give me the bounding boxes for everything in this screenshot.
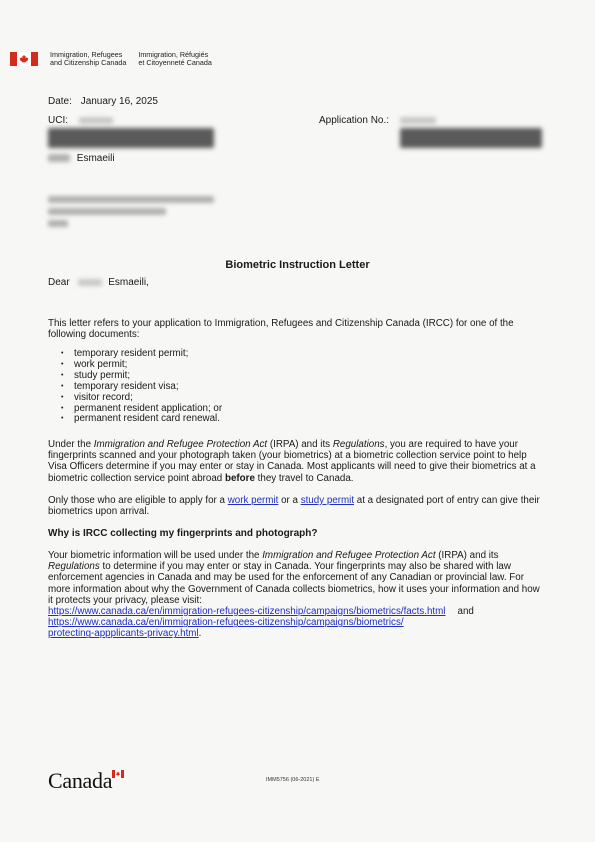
form-number: IMM5756 (06-2021) E [266, 777, 320, 783]
section-heading: Why is IRCC collecting my fingerprints and photograph? [48, 528, 318, 539]
applicant-surname: Esmaeili [76, 153, 115, 164]
list-item: • study permit; [58, 371, 222, 382]
wordmark-flag-icon [112, 770, 124, 778]
application-number-label: Application No.: [319, 115, 390, 126]
redacted-application-number [400, 117, 436, 124]
letter-title: Biometric Instruction Letter [225, 259, 370, 271]
list-item: • permanent resident card renewal. [58, 414, 222, 425]
department-header [10, 50, 212, 68]
eligibility-paragraph: Only those who are eligible to apply for a work permit or a study permit at a designated port of entry can give their biometrics upon arrival. [48, 495, 540, 518]
list-item: • visitor record; [58, 393, 222, 404]
canada-wordmark: Canada [48, 768, 112, 794]
application-number-line [319, 115, 436, 127]
department-name-en: Immigration, Refugees and Citizenship Canada [50, 49, 127, 67]
redacted-uci [79, 117, 113, 124]
applicant-name [48, 153, 115, 165]
redacted-given-name [48, 154, 70, 162]
date-label: Date: [48, 96, 72, 107]
document-list [58, 349, 222, 425]
work-permit-link[interactable]: work permit [227, 495, 279, 506]
biometric-info-paragraph: Your biometric information will be used under the Immigration and Refugee Protection Act (IRPA) and its Regulations to determine if you may enter or stay in Canada. Your fingerprints may also be shared with law enforcement agencies in Canada and may be used for the enforcement of any Canadian or provincial law. For more information about why the Government of Canada collects biometrics, how it uses your information and how it protects your privacy, please visit: https://www.canada.ca/en/immigration-refugees-citizenship/campaigns/biometrics/facts.html and https://www.canada.ca/en/immigration-refugees-citizenship/campaigns/biometrics/ protecting-appplicants-privacy.html. [48, 550, 540, 640]
uci-label: UCI: [48, 115, 68, 126]
salutation: Dear Esmaeili, [48, 277, 149, 288]
redacted-salutation-name [78, 279, 102, 286]
list-item: • temporary resident permit; [58, 349, 222, 360]
maple-leaf-icon [19, 54, 29, 64]
biometrics-facts-link[interactable]: https://www.canada.ca/en/immigration-refugees-citizenship/campaigns/biometrics/facts.html [48, 606, 446, 618]
list-item: • permanent resident application; or [58, 404, 222, 415]
canada-flag [10, 52, 38, 66]
date-line [48, 96, 158, 108]
irpa-paragraph: Under the Immigration and Refugee Protection Act (IRPA) and its Regulations, you are required to have your fingerprints scanned and your photograph taken (your biometrics) at a biometric collection service point to help Visa Officers determine if you may enter or stay in Canada. Most applicants will need to give their biometrics at a biometric collection service point abroad before they travel to Canada. [48, 439, 536, 484]
redacted-block-left [48, 128, 214, 148]
date-value: January 16, 2025 [80, 96, 158, 107]
redacted-block-right [400, 128, 542, 148]
privacy-link[interactable]: https://www.canada.ca/en/immigration-refugees-citizenship/campaigns/biometrics/ protecting-appplicants-privacy.html [48, 617, 404, 640]
list-item: • work permit; [58, 360, 222, 371]
department-name-fr: Immigration, Réfugiés et Citoyenneté Canada [138, 49, 212, 67]
uci-line [48, 115, 113, 127]
list-item: • temporary resident visa; [58, 382, 222, 393]
intro-paragraph: This letter refers to your application to Immigration, Refugees and Citizenship Canada (IRCC) for one of the following documents: [48, 318, 514, 341]
study-permit-link[interactable]: study permit [300, 495, 355, 506]
